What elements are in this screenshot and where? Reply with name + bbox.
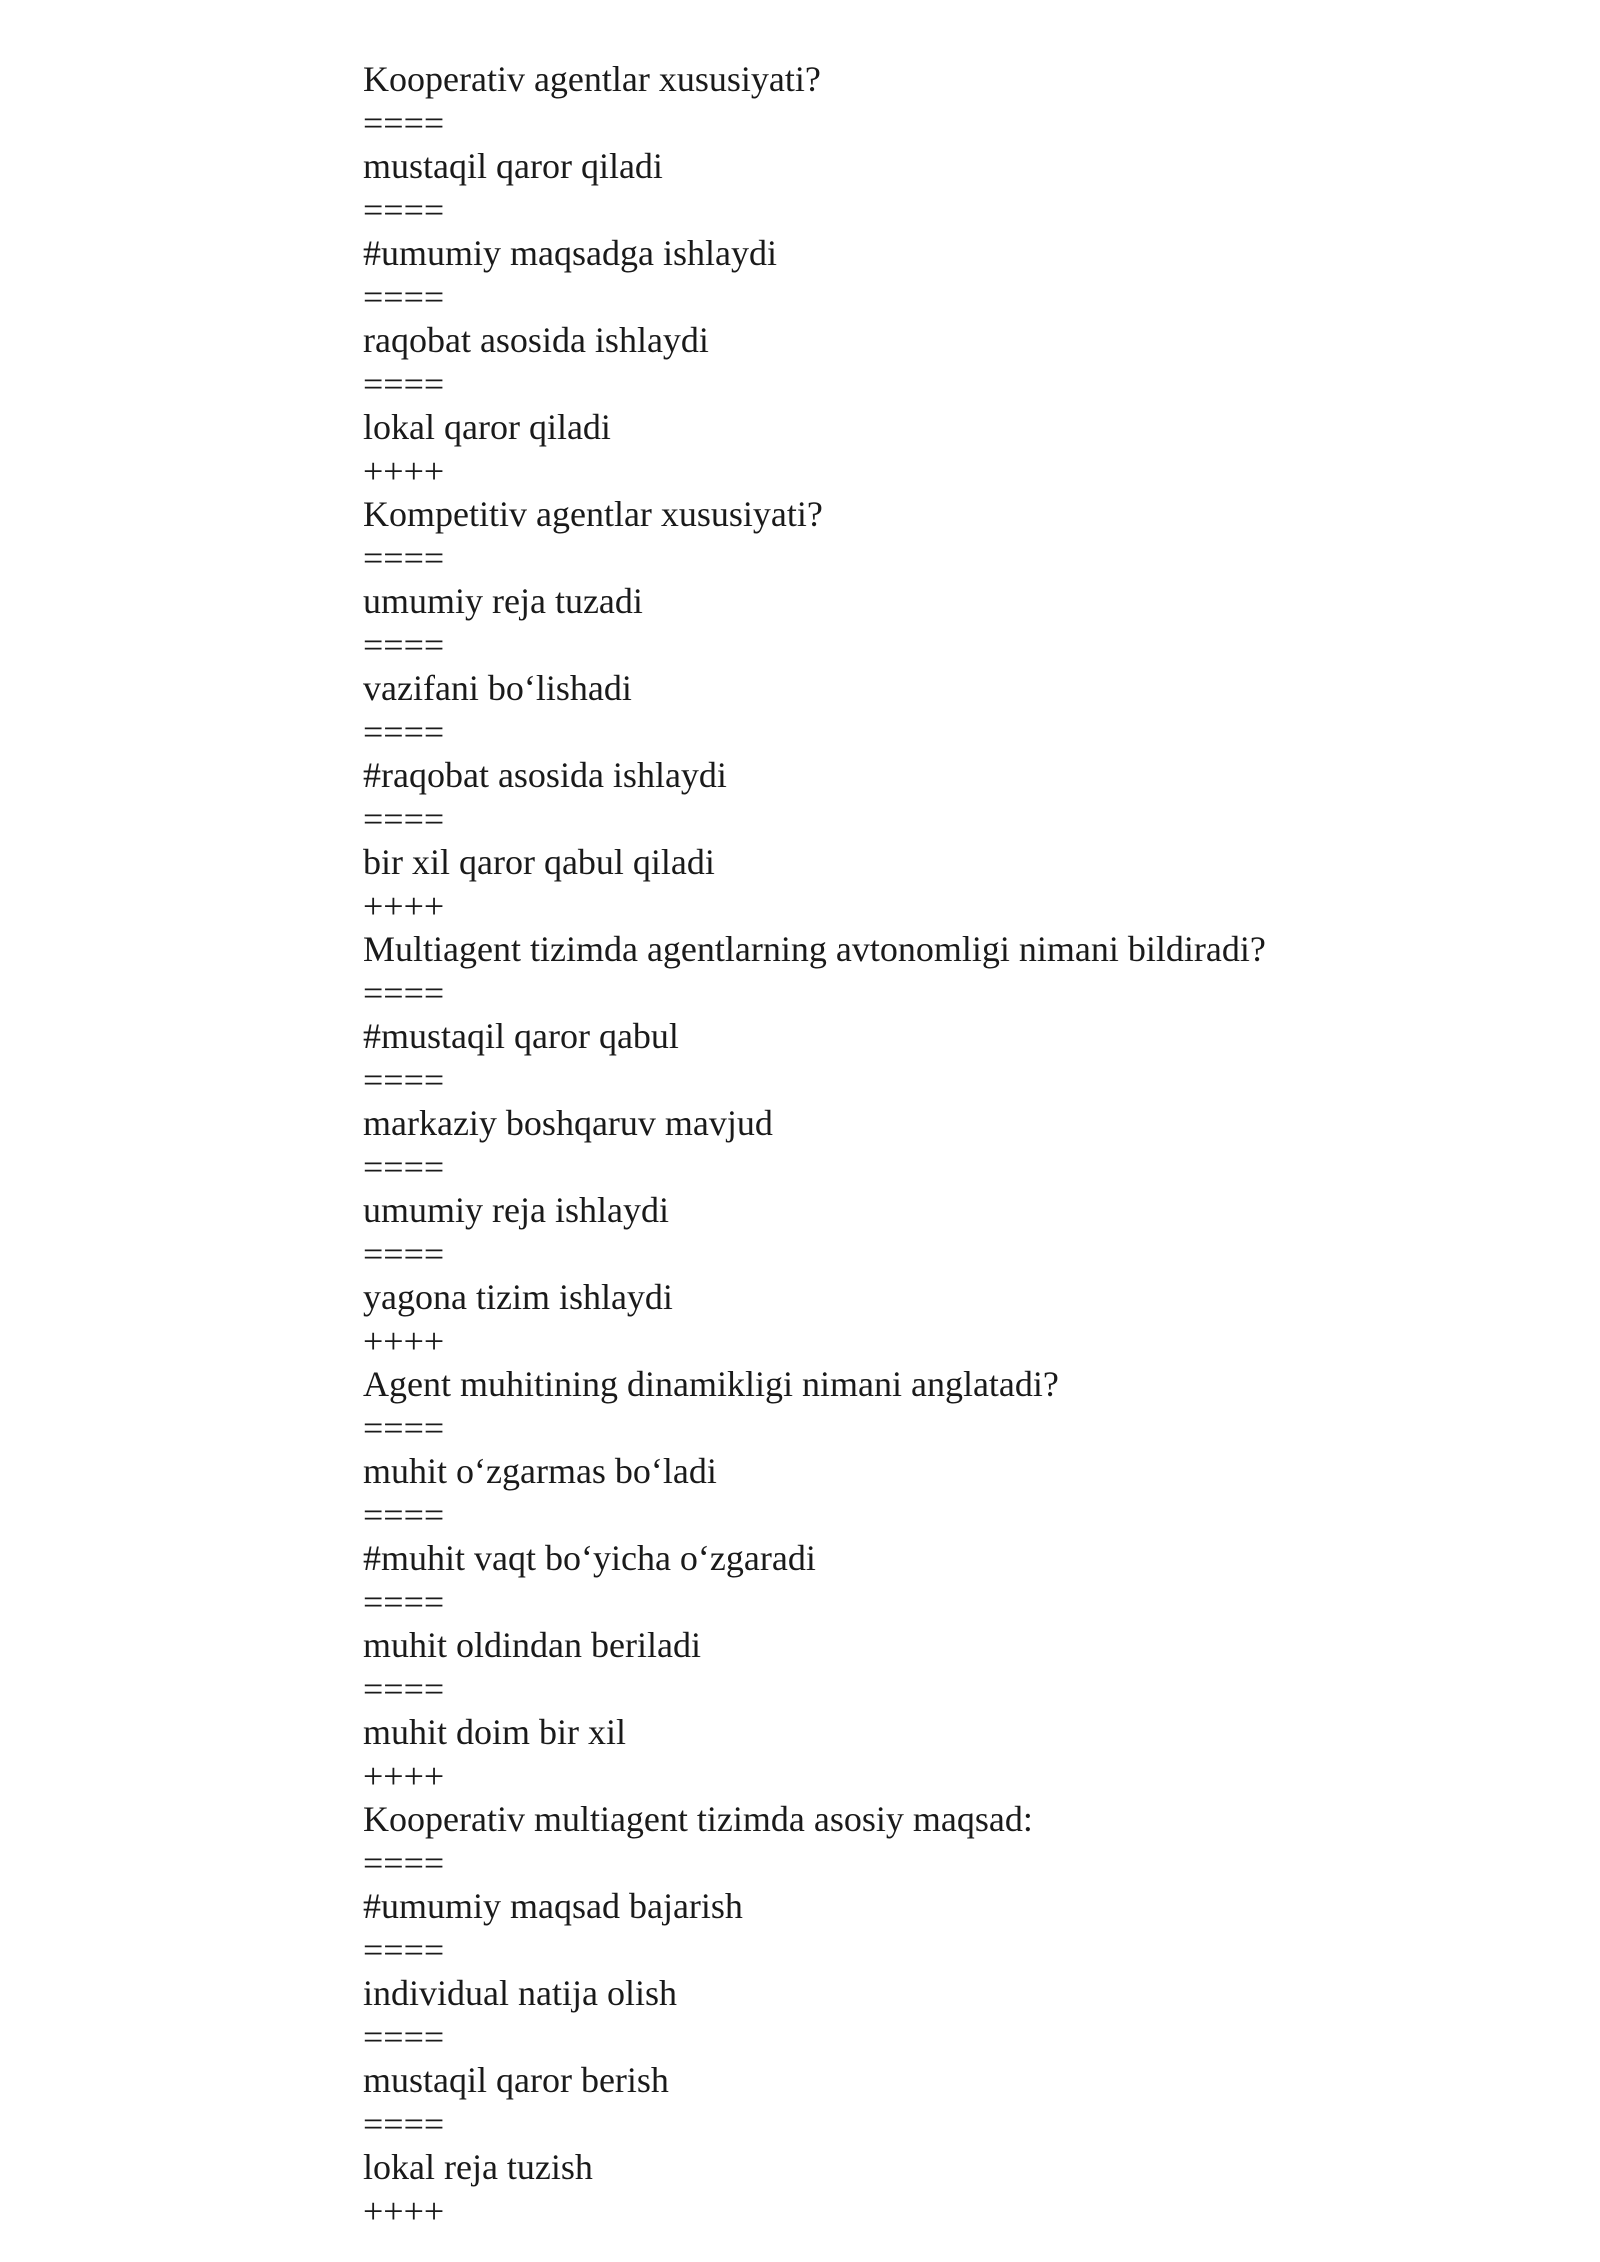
separator: ==== xyxy=(363,1668,445,1709)
answer-option: lokal qaror qiladi xyxy=(363,407,611,447)
answer-option: #mustaqil qaror qabul xyxy=(363,1016,679,1056)
answer-option: #raqobat asosida ishlaydi xyxy=(363,755,727,795)
document-content xyxy=(363,58,1463,2233)
question-text: Agent muhitining dinamikligi nimani anglatadi? xyxy=(363,1364,1059,1404)
question-text: Multiagent tizimda agentlarning avtonomligi nimani bildiradi? xyxy=(363,929,1266,969)
answer-option: yagona tizim ishlaydi xyxy=(363,1277,673,1317)
answer-option: #muhit vaqt bo‘yicha o‘zgaradi xyxy=(363,1538,816,1578)
end-marker: ++++ xyxy=(363,1755,445,1796)
question-block xyxy=(363,1363,1463,1798)
separator: ==== xyxy=(363,1146,445,1187)
separator: ==== xyxy=(363,537,445,578)
end-marker: ++++ xyxy=(363,1320,445,1361)
separator: ==== xyxy=(363,1929,445,1970)
answer-option: umumiy reja ishlaydi xyxy=(363,1190,669,1230)
end-marker: ++++ xyxy=(363,2190,445,2231)
answer-option: muhit oldindan beriladi xyxy=(363,1625,701,1665)
separator: ==== xyxy=(363,1233,445,1274)
answer-option: raqobat asosida ishlaydi xyxy=(363,320,709,360)
separator: ==== xyxy=(363,1407,445,1448)
end-marker: ++++ xyxy=(363,450,445,491)
separator: ==== xyxy=(363,276,445,317)
answer-option: muhit o‘zgarmas bo‘ladi xyxy=(363,1451,717,1491)
answer-option: individual natija olish xyxy=(363,1973,677,2013)
answer-option: mustaqil qaror berish xyxy=(363,2060,669,2100)
separator: ==== xyxy=(363,798,445,839)
question-text: Kooperativ multiagent tizimda asosiy maqsad: xyxy=(363,1799,1033,1839)
separator: ==== xyxy=(363,711,445,752)
separator: ==== xyxy=(363,363,445,404)
separator: ==== xyxy=(363,2103,445,2144)
answer-option: markaziy boshqaruv mavjud xyxy=(363,1103,773,1143)
separator: ==== xyxy=(363,624,445,665)
answer-option: bir xil qaror qabul qiladi xyxy=(363,842,715,882)
question-text: Kompetitiv agentlar xususiyati? xyxy=(363,494,823,534)
answer-option: mustaqil qaror qiladi xyxy=(363,146,663,186)
question-block xyxy=(363,1798,1463,2233)
answer-option: muhit doim bir xil xyxy=(363,1712,627,1752)
separator: ==== xyxy=(363,2016,445,2057)
separator: ==== xyxy=(363,1842,445,1883)
answer-option: #umumiy maqsadga ishlaydi xyxy=(363,233,777,273)
question-block xyxy=(363,493,1463,928)
separator: ==== xyxy=(363,972,445,1013)
answer-option: #umumiy maqsad bajarish xyxy=(363,1886,743,1926)
answer-option: umumiy reja tuzadi xyxy=(363,581,643,621)
separator: ==== xyxy=(363,189,445,230)
separator: ==== xyxy=(363,1494,445,1535)
separator: ==== xyxy=(363,1581,445,1622)
answer-option: vazifani bo‘lishadi xyxy=(363,668,632,708)
separator: ==== xyxy=(363,102,445,143)
separator: ==== xyxy=(363,1059,445,1100)
end-marker: ++++ xyxy=(363,885,445,926)
answer-option: lokal reja tuzish xyxy=(363,2147,593,2187)
question-block xyxy=(363,928,1463,1363)
question-block xyxy=(363,58,1463,493)
question-text: Kooperativ agentlar xususiyati? xyxy=(363,59,821,99)
